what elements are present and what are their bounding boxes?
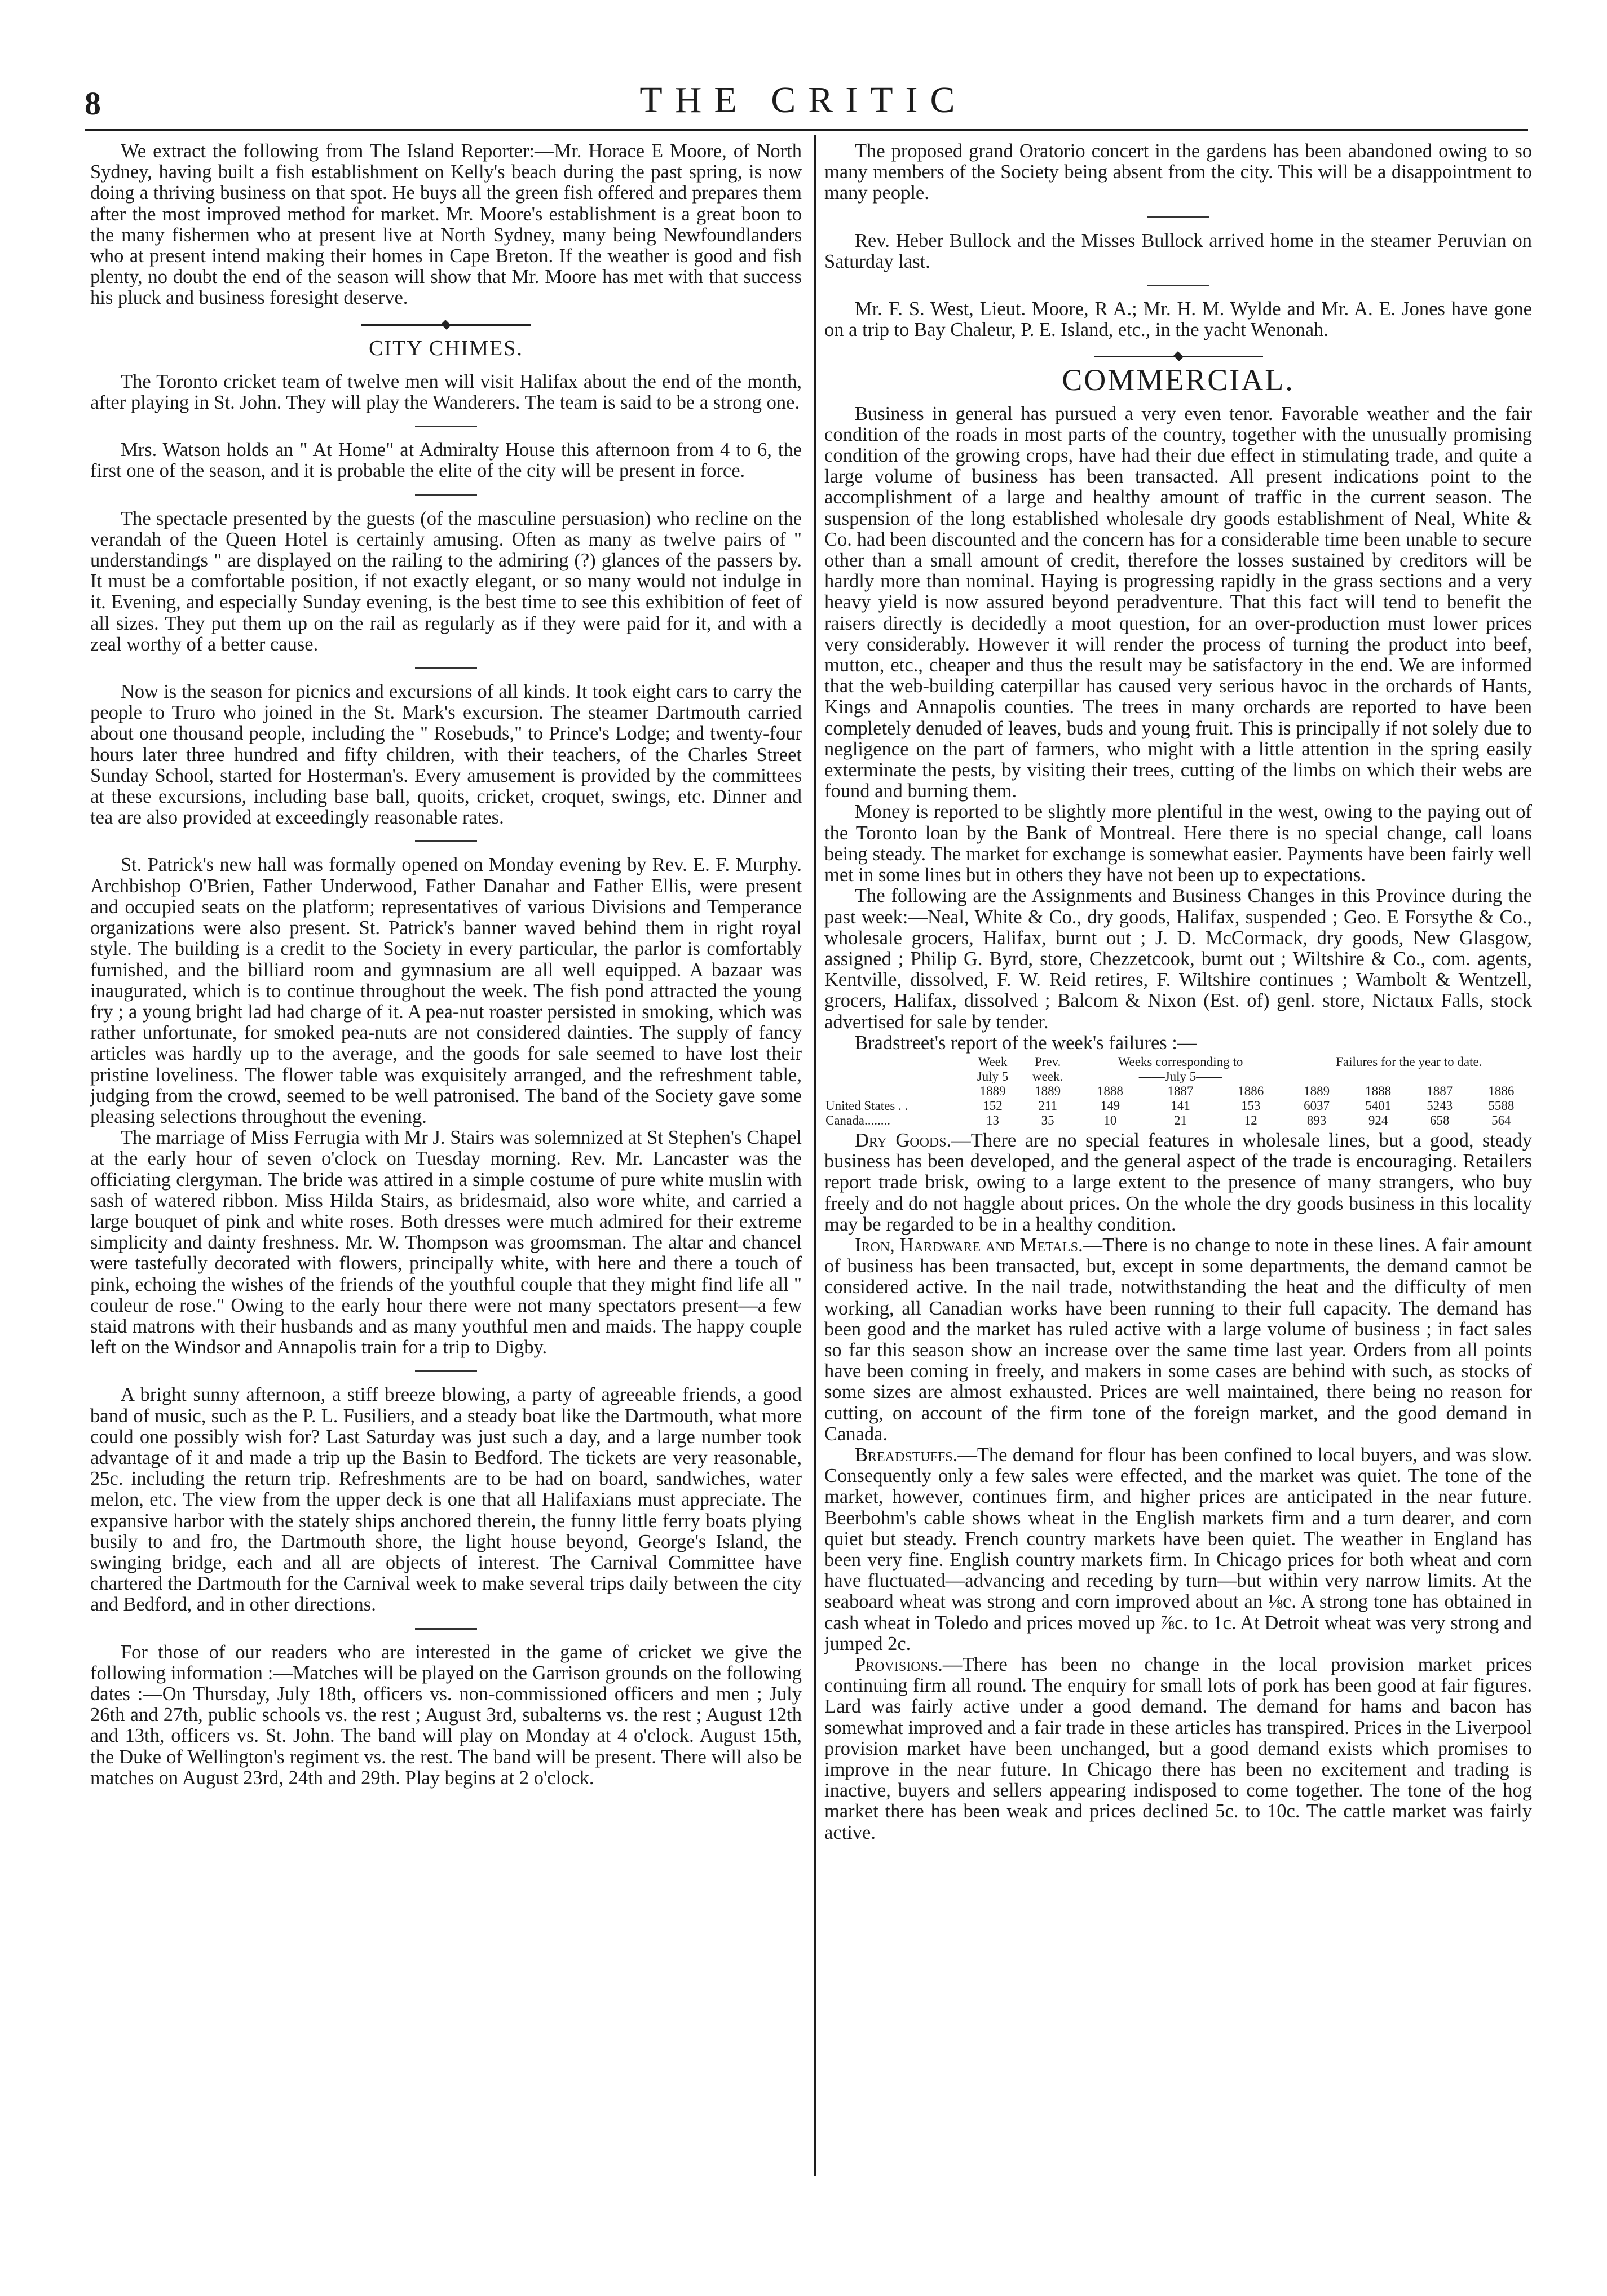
paragraph-body: —There is no change to note in these lines. A fair amount of business has been transacted, but, except in some departments, the demand cannot be considered active. In the nail trade, notwithstanding the heat and the difficulty of men working, all Canadian works have been running to their full capacity. The demand has been good and the market has ruled active with a large volume of business ; in fact sales so far this season show an increase over the same time last year. Orders from all points have been coming in freely, and makers in some cases are behind with such, as stocks of some sizes are almost exhausted. Prices are well maintained, there being no reason for cutting, on account of the firm tone of the foreign market, and the good demand in Canada. [824, 1234, 1533, 1445]
table-cell: 5243 [1427, 1098, 1453, 1113]
table-cell: 13 [986, 1113, 999, 1127]
paragraph-body: —There has been no change in the local provision market prices continuing firm all round. The enquiry for small lots of pork has been good at fair figures. Lard was fairly active under a good demand. The demand for hams and bacon has somewhat improved and a fair trade in these articles has transpired. Prices in the Liverpool provision market have been unchanged, but a good demand exists which promises to improve in the near future. In Chicago there has been no excitement and trading is inactive, buyers and sellers appearing indisposed to come together. The tone of the hog market there has been weak and prices declined 5c. to 10c. The cattle market was fairly active. [824, 1654, 1532, 1843]
table-cell: 658 [1429, 1113, 1450, 1127]
table-header-row [824, 1055, 1532, 1069]
table-cell: 12 [1244, 1113, 1257, 1127]
table-header: Failures for the year to date. [1336, 1054, 1482, 1069]
article-yacht-trip: Mr. F. S. West, Lieut. Moore, R A.; Mr. H. M. Wylde and Mr. A. E. Jones have gone on a trip to Bay Chaleur, P. E. Island, etc., in the yacht Wenonah. [824, 298, 1532, 341]
article-cricket-team: The Toronto cricket team of twelve men will visit Halifax about the end of the month, after playing in St. John. They will play the Wanderers. The team is said to be a strong one. [90, 370, 802, 414]
commercial-general: Business in general has pursued a very even tenor. Favorable weather and the fair condition of the roads in most parts of the country, together with the unusually promising condition of the growing crops, have had their due effect in stimulating trade, and quite a large volume of business has been transacted. All present indications point to the accomplishment of a large and healthy amount of traffic in the current season. The suspension of the long established wholesale dry goods establishment of Neal, White & Co. had been discounted and the concern has for a considerable time been unable to secure other than a small amount of credit, therefore the losses sustained by creditors will be hardly more than nominal. Haying is progressing rapidly in the grass sections and a very heavy yield is now assured beyond peradventure. That this fact will tend to benefit the raisers directly is decidedly a moot question, for an over-production must lower prices very considerably. However it will render the process of turning the product into beef, mutton, etc., cheaper and thus the result may be satisfactory in the end. We are informed that the web-building caterpillar has caused very serious havoc in the orchards of Hants, Kings and Annapolis counties. The trees in many orchards are reported to have been completely denuded of leaves, buds and young fruit. This is principally if not solely due to negligence on the part of farmers, who might with a little attention in the spring easily exterminate the pests, by visiting their trees, cutting of the limbs on which their webs are found and burning them. [824, 402, 1532, 802]
table-cell: 1887 [1427, 1083, 1453, 1098]
table-cell: 10 [1103, 1113, 1117, 1127]
table-header: ——July 5—— [1138, 1069, 1222, 1083]
article-bedford-trip: A bright sunny afternoon, a stiff breeze blowing, a party of agreeable friends, a good band of music, such as the P. L. Fusiliers, and a steady boat like the Dartmouth, what more could one possibly wish for? Last Saturday was just such a day, and a large number took advantage of it and made a trip up the Basin to Bedford. The tickets are very reasonable, 25c. including the return trip. Refreshments are to be had on board, sandwiches, water melon, etc. The view from the upper deck is one that all Halifaxians must appreciate. The expansive harbor with the stately ships anchored therein, the funny little ferry boats plying busily to and fro, the Dartmouth shore, the light house beyond, George's Island, the swinging bridge, each and all are objects of interest. The Carnival Committee have chartered the Dartmouth for the Carnival week to make several trips daily between the city and Bedford, and in other directions. [90, 1384, 802, 1616]
section-heading-city-chimes: CITY CHIMES. [369, 336, 523, 360]
divider [415, 840, 477, 842]
article-cricket-matches: For those of our readers who are interested in the game of cricket we give the following information :—Matches will be played on the Garrison grounds on the following dates :—On Thursday, July 18th, officers vs. non-commissioned officers and men ; July 26th and 27th, public schools vs. the rest ; August 3rd, subalterns vs. the rest ; August 12th and 13th, officers vs. St. John. The band will play on Monday at 4 o'clock. August 15th, the Duke of Wellington's regiment vs. the rest. The band will be present. There will also be matches on August 23rd, 24th and 29th. Play begins at 2 o'clock. [90, 1641, 802, 1789]
commercial-money: Money is reported to be slightly more plentiful in the west, owing to the paying out of the Toronto loan by the Bank of Montreal. Here there is no special change, call loans being steady. The market for exchange is somewhat easier. Payments have been fairly well met in some lines but in others they have not been up to expectations. [824, 801, 1532, 886]
article-picnics: Now is the season for picnics and excursions of all kinds. It took eight cars to carry the people to Truro who joined in the St. Mark's excursion. The steamer Dartmouth carried about one thousand people, including the " Rosebuds," to Prince's Lodge; and twenty-four hours later three hundred and fifty children, with their teachers, of the Charles Street Sunday School, started for Hosterman's. Every amusement is provided by the committees at these excursions, including base ball, quoits, cricket, croquet, swings, etc. Dinner and tea are also provided at exceedingly reasonable rates. [90, 681, 802, 829]
commercial-provisions [824, 1654, 1532, 1843]
paragraph-body: —The demand for flour has been confined to local buyers, and was slow. Consequently only a few sales were effected, and the market was quiet. The tone of the market, however, continues firm, and higher prices are anticipated in the near future. Beerbohm's cable shows wheat in the English markets firm and a turn dearer, and corn quiet but steady. French country markets have been quiet. The weather in England has been very fine. English country markets firm. In Chicago prices for both wheat and corn have fluctuated—advancing and receding by turn—but within very narrow limits. At the seaboard wheat was strong and corn improved about an ⅛c. A strong tone has obtained in cash wheat in Toledo and prices moved up ⅞c. to 1c. At Detroit wheat was very strong and jumped 2c. [824, 1444, 1532, 1654]
table-cell: 149 [1100, 1098, 1120, 1113]
commercial-bradstreet: Bradstreet's report of the week's failures :— [855, 1032, 1197, 1054]
article-st-patricks-hall: St. Patrick's new hall was formally opened on Monday evening by Rev. E. F. Murphy. Archbishop O'Brien, Father Underwood, Father Danahar and Father Ellis, were present and occupied seats on the platform; representatives of various Divisions and Temperance organizations were also present. St. Patrick's banner waved behind them in right royal style. The building is a credit to the Society in every particular, the parlor is comfortably furnished, and the billiard room and gymnasium are all well equipped. A bazaar was inaugurated, which is to continue throughout the week. The fish pond attracted the young fry ; a young bright lad had charge of it. A pea-nut roaster persisted in smoking, which was rather unfortunate, for smoked pea-nuts are not considered dainties. The supply of fancy articles was hardly up to the average, and the goods for sale seemed to have lost their pristine loveliness. The flower table was exquisitely arranged, and the refreshment table, judging from the crowd, seemed to be well patronised. The band of the Society gave some pleasing selections throughout the evening. [90, 854, 802, 1127]
table-header: Weeks corresponding to [1118, 1054, 1243, 1069]
table-row [824, 1099, 1532, 1113]
table-year-row [824, 1084, 1532, 1099]
right-column [824, 141, 1532, 1843]
table-cell: 1888 [1097, 1083, 1123, 1098]
article-oratorio: The proposed grand Oratorio concert in the gardens has been abandoned owing to so many members of the Society being absent from the city. This will be a disappointment to many people. [824, 140, 1532, 204]
commercial-breadstuffs [824, 1445, 1532, 1654]
article-bullock: Rev. Heber Bullock and the Misses Bullock arrived home in the steamer Peruvian on Saturday last. [824, 229, 1532, 272]
table-cell: 5588 [1488, 1098, 1515, 1113]
masthead-title: THE CRITIC [639, 79, 968, 121]
table-cell: 5401 [1365, 1098, 1392, 1113]
ornamental-divider [1094, 352, 1263, 361]
article-marriage: The marriage of Miss Ferrugia with Mr J. Stairs was solemnized at St Stephen's Chapel at the early hour of seven o'clock on Tuesday morning. Rev. Mr. Lancaster was the officiating clergyman. The bride was attired in a simple costume of pure white muslin with sash of watered ribbon. Miss Hilda Stairs, as bridesmaid, also wore white, and carried a large bouquet of pink and white roses. Both dresses were much admired for their extreme simplicity and dainty freshness. Mr. W. Thompson was groomsman. The altar and chancel were tastefully decorated with flowers, principally white, with here and there a touch of pink, echoing the wishes of the friends of the youthful couple that they might find life all " couleur de rose." Owing to the early hour there were not many spectators present—a few staid matrons with their husbands and as many youthful men and maids. The happy couple left on the Windsor and Annapolis train for a trip to Digby. [90, 1127, 802, 1359]
failures-table [824, 1055, 1532, 1128]
table-cell: 35 [1041, 1113, 1054, 1127]
table-header: week. [1032, 1069, 1063, 1083]
run-in-heading: Breadstuffs. [855, 1444, 958, 1466]
table-header: Prev. [1034, 1054, 1061, 1069]
table-cell: 1887 [1167, 1083, 1194, 1098]
table-row [824, 1113, 1532, 1128]
commercial-iron [824, 1235, 1532, 1445]
table-cell: 1886 [1488, 1083, 1515, 1098]
run-in-heading: Iron, Hardware and Metals. [855, 1234, 1083, 1256]
divider [1147, 216, 1209, 218]
table-cell: United States . . [825, 1098, 908, 1113]
page-number: 8 [85, 85, 101, 122]
table-cell: 211 [1038, 1098, 1057, 1113]
divider [1147, 285, 1209, 286]
divider [415, 494, 477, 496]
run-in-heading: Provisions. [855, 1654, 943, 1675]
article-at-home: Mrs. Watson holds an " At Home" at Admiralty House this afternoon from 4 to 6, the first one of the season, and it is probable the elite of the city will be present in force. [90, 439, 802, 482]
table-cell: 1889 [1035, 1083, 1061, 1098]
ornamental-divider [361, 320, 531, 329]
table-cell: 564 [1491, 1113, 1511, 1127]
left-column [90, 141, 802, 1789]
divider [415, 667, 477, 669]
column-divider [814, 135, 816, 2176]
table-cell: 893 [1306, 1113, 1327, 1127]
table-header: Week [978, 1054, 1008, 1069]
table-cell: 141 [1171, 1098, 1190, 1113]
table-header: July 5 [977, 1069, 1009, 1083]
table-cell: 152 [983, 1098, 1003, 1113]
table-cell: 153 [1240, 1098, 1261, 1113]
table-header-row [824, 1069, 1532, 1084]
article-island-reporter: We extract the following from The Island Reporter:—Mr. Horace E Moore, of North Sydney, having built a fish establishment on Kelly's beach during the past spring, is now doing a thriving business on that spot. He buys all the green fish offered and prepares them after the most improved method for market. Mr. Moore's establishment is a great boon to the many fishermen who at present live at North Sydney, many being Newfoundlanders who at present intend making their homes in Cape Breton. If the weather is good and fish plenty, no doubt the end of the season will show that Mr. Moore has met with that success his pluck and business foresight deserve. [90, 140, 802, 309]
table-cell: 1889 [979, 1083, 1006, 1098]
run-in-heading: Dry Goods. [855, 1129, 952, 1151]
header-rule [85, 129, 1528, 131]
divider [415, 1370, 477, 1372]
table-cell: 924 [1368, 1113, 1388, 1127]
table-cell: Canada........ [825, 1113, 890, 1127]
table-cell: 1886 [1238, 1083, 1264, 1098]
table-cell: 1888 [1365, 1083, 1392, 1098]
commercial-dry-goods [824, 1130, 1532, 1235]
table-cell: 21 [1174, 1113, 1187, 1127]
table-cell: 6037 [1304, 1098, 1330, 1113]
table-cell: 1889 [1304, 1083, 1330, 1098]
commercial-assignments: The following are the Assignments and Business Changes in this Province during the past week:—Neal, White & Co., dry goods, Halifax, suspended ; Geo. E Forsythe & Co., wholesale grocers, Halifax, burnt out ; J. D. McCormack, dry goods, New Glasgow, assigned ; Philip G. Byrd, store, Chezzetcook, burnt out ; Wiltshire & Co., com. agents, Kentville, dissolved, F. W. Reid retires, F. Wiltshire continues ; Wambolt & Wentzell, grocers, Halifax, dissolved ; Balcom & Nixon (Est. of) genl. store, Nictaux Falls, stock advertised for sale by tender. [824, 885, 1532, 1033]
article-queen-hotel: The spectacle presented by the guests (of the masculine persuasion) who recline on the verandah of the Queen Hotel is certainly amusing. Often as many as twelve pairs of " understandings " are displayed on the railing to the admiring (?) glances of the passers by. It must be a comfortable position, if not exactly elegant, or so many would not indulge in it. Evening, and especially Sunday evening, is the best time to see this exhibition of feet of all sizes. They put them up on the rail as regularly as if they were paid for it, and with a zeal worthy of a better cause. [90, 507, 802, 655]
section-heading-commercial: COMMERCIAL. [1062, 363, 1295, 397]
divider [415, 426, 477, 427]
divider [415, 1628, 477, 1630]
paragraph-body: —There are no special features in wholesale lines, but a good, steady business has been developed, and the general aspect of the trade is encouraging. Retailers report trade brisk, owing to a large extent to the presence of many strangers, who buy freely and do not haggle about prices. On the whole the dry goods business in this locality may be regarded to be in a healthy condition. [824, 1129, 1532, 1235]
